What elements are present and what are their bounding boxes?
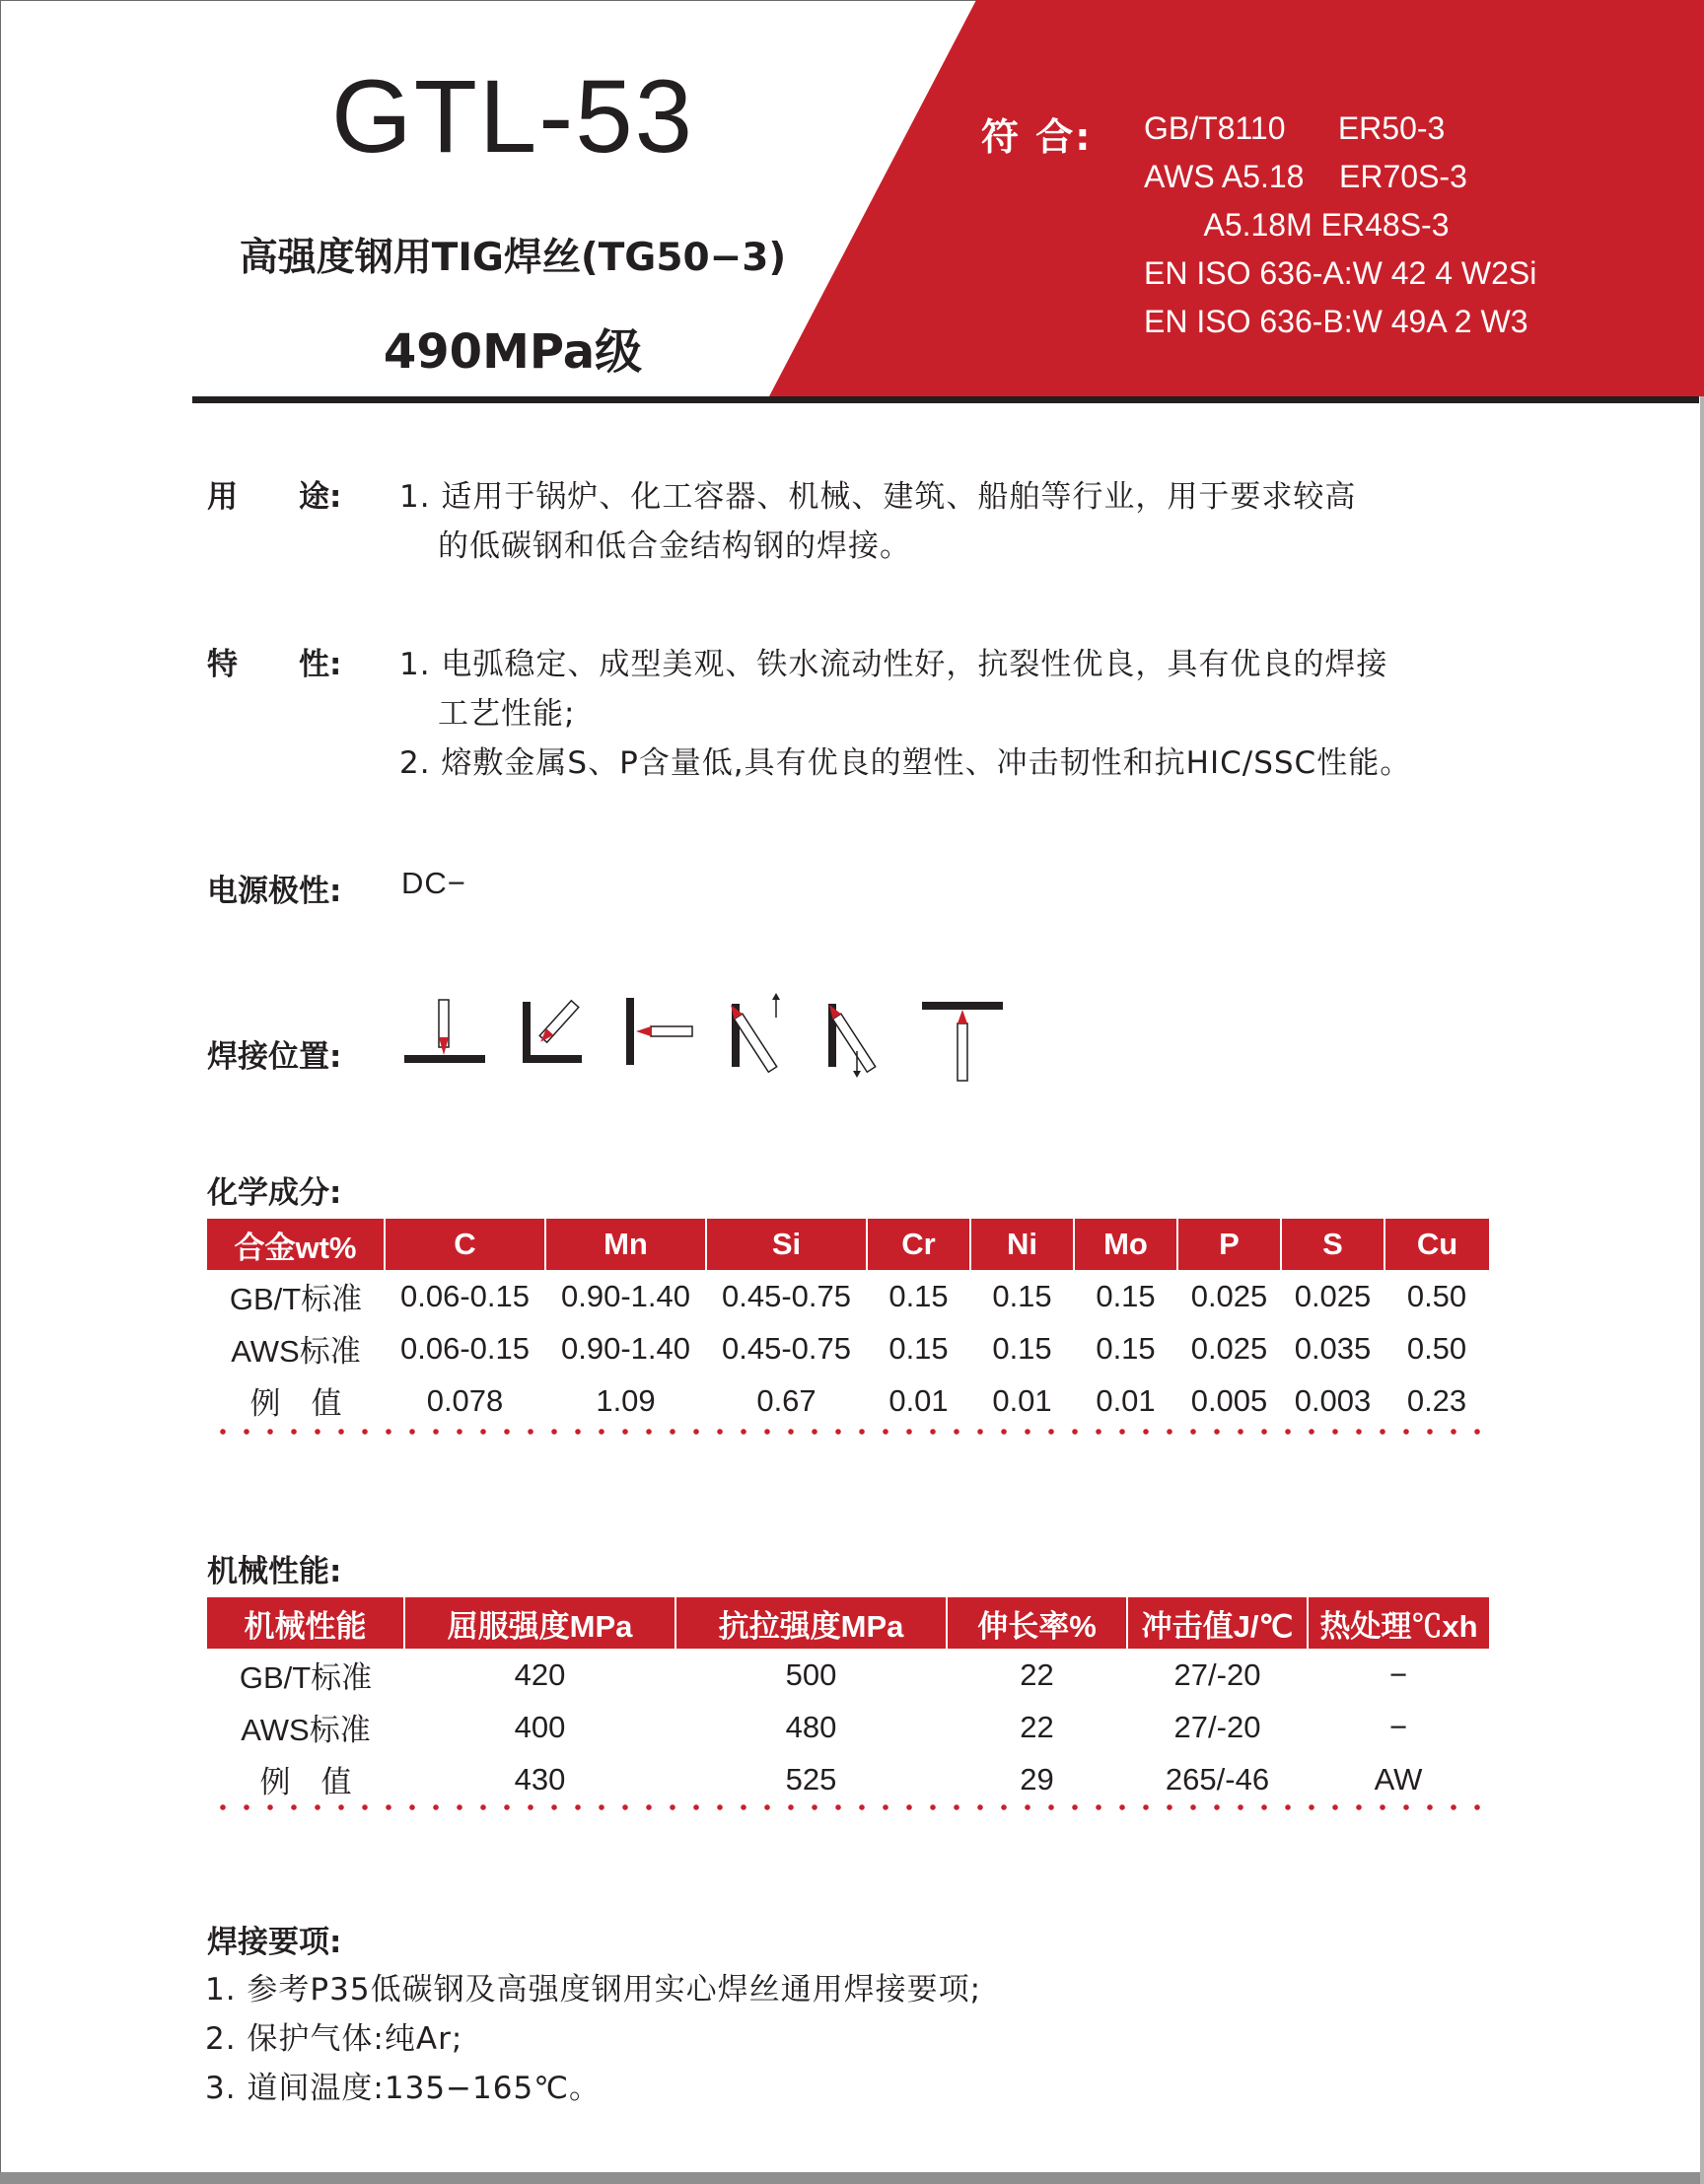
note-line: 3. 道间温度:135−165℃。	[205, 2071, 602, 2106]
table-cell: 29	[1020, 1761, 1054, 1797]
row-label-cell: AWS标准	[241, 1713, 371, 1747]
standard-line: EN ISO 636-A:W 42 4 W2Si	[1144, 255, 1537, 291]
usage-line: 1. 适用于锅炉、化工容器、机械、建筑、船舶等行业，用于要求较高	[399, 479, 1357, 515]
table-cell: 0.025	[1190, 1278, 1268, 1313]
table-cell: 0.035	[1294, 1330, 1372, 1366]
chemistry-row	[207, 1322, 1489, 1374]
strength-grade: 490MPa级	[383, 324, 643, 380]
vertical-up-icon	[727, 993, 780, 1072]
table-cell: −	[1388, 1656, 1408, 1692]
row-label-cell: 例 值	[259, 1765, 352, 1799]
table-cell: −	[1388, 1709, 1408, 1744]
notes-label: 焊接要项:	[207, 1925, 342, 1960]
mechanical-table	[207, 1597, 1489, 1805]
mechanical-row	[207, 1753, 1489, 1805]
chemistry-label: 化学成分:	[207, 1175, 342, 1211]
usage-line: 的低碳钢和低合金结构钢的焊接。	[438, 528, 911, 564]
conform-label: 符 合:	[981, 115, 1093, 159]
chem-header-cell: S	[1281, 1219, 1384, 1270]
table-cell: 0.06-0.15	[400, 1330, 530, 1366]
table-cell: 0.90-1.40	[561, 1330, 690, 1366]
row-label-cell: GB/T标准	[239, 1660, 373, 1695]
chem-header-cell: Si	[706, 1219, 867, 1270]
header-rule	[192, 396, 1699, 403]
table-cell: 265/-46	[1165, 1761, 1270, 1797]
row-label-cell: 例 值	[249, 1386, 342, 1421]
table-cell: 400	[514, 1709, 566, 1744]
table-cell: 22	[1020, 1656, 1054, 1692]
table-cell: 0.025	[1294, 1278, 1372, 1313]
chem-header-cell: 合金wt%	[207, 1219, 385, 1270]
chem-header-cell: P	[1177, 1219, 1281, 1270]
chemistry-header-row	[207, 1219, 1489, 1270]
table-cell: 0.01	[888, 1382, 949, 1418]
chem-header-cell: Cu	[1384, 1219, 1489, 1270]
table-cell: 0.67	[756, 1382, 816, 1418]
overhead-position-icon	[922, 1002, 1003, 1081]
table-cell: 27/-20	[1173, 1656, 1261, 1692]
table-cell: 0.078	[426, 1382, 504, 1418]
polarity-label: 电源极性:	[207, 874, 342, 909]
table-cell: 0.01	[1096, 1382, 1156, 1418]
table-cell: 0.45-0.75	[722, 1330, 851, 1366]
table-cell: 0.005	[1190, 1382, 1268, 1418]
table-cell: 0.15	[888, 1330, 949, 1366]
mech-header-cell: 冲击值J/℃	[1127, 1597, 1308, 1649]
table-cell: 525	[785, 1761, 837, 1797]
product-subtitle: 高强度钢用TIG焊丝(TG50−3)	[239, 236, 787, 280]
note-line: 2. 保护气体:纯Ar;	[205, 2021, 463, 2057]
table-cell: 0.15	[992, 1330, 1052, 1366]
welding-position-icons	[399, 992, 1011, 1087]
table-cell: 480	[785, 1709, 837, 1744]
table-cell: 0.90-1.40	[561, 1278, 690, 1313]
mech-header-cell: 机械性能	[207, 1597, 404, 1649]
bottom-edge-band	[0, 2172, 1704, 2184]
usage-label: 用 途:	[207, 479, 342, 515]
mech-header-cell: 抗拉强度MPa	[675, 1597, 947, 1649]
table-cell: AW	[1374, 1761, 1423, 1797]
feature-line: 1. 电弧稳定、成型美观、铁水流动性好，抗裂性优良，具有优良的焊接	[399, 647, 1388, 682]
note-line: 1. 参考P35低碳钢及高强度钢用实心焊丝通用焊接要项;	[205, 1972, 982, 2008]
table-cell: 0.15	[992, 1278, 1052, 1313]
table-cell: 0.003	[1294, 1382, 1372, 1418]
mech-header-cell: 屈服强度MPa	[404, 1597, 675, 1649]
table-cell: 1.09	[596, 1382, 656, 1418]
chem-header-cell: Ni	[970, 1219, 1074, 1270]
chemistry-row	[207, 1374, 1489, 1427]
row-label-cell: GB/T标准	[229, 1282, 363, 1316]
chem-header-cell: Cr	[867, 1219, 970, 1270]
horizontal-fillet-icon	[523, 1001, 582, 1063]
row-label-cell: AWS标准	[231, 1334, 361, 1369]
dotted-divider	[211, 1429, 1485, 1435]
table-cell: 0.15	[888, 1278, 949, 1313]
table-cell: 22	[1020, 1709, 1054, 1744]
table-cell: 0.45-0.75	[722, 1278, 851, 1313]
table-cell: 0.025	[1190, 1330, 1268, 1366]
table-cell: 430	[514, 1761, 566, 1797]
table-cell: 0.06-0.15	[400, 1278, 530, 1313]
mechanical-label: 机械性能:	[207, 1554, 342, 1589]
vertical-down-icon	[825, 1002, 876, 1078]
chemistry-row	[207, 1270, 1489, 1322]
table-cell: 0.15	[1096, 1330, 1156, 1366]
flat-position-icon	[404, 1000, 485, 1063]
mech-header-cell: 伸长率%	[947, 1597, 1127, 1649]
horizontal-position-icon	[626, 998, 692, 1065]
mech-header-cell: 热处理℃xh	[1308, 1597, 1489, 1649]
dotted-divider	[211, 1804, 1485, 1810]
standard-line: EN ISO 636-B:W 49A 2 W3	[1144, 304, 1528, 339]
product-model: GTL-53	[331, 59, 694, 175]
table-cell: 0.15	[1096, 1278, 1156, 1313]
table-cell: 0.01	[992, 1382, 1052, 1418]
feature-line: 工艺性能;	[438, 696, 576, 732]
feature-line: 2. 熔敷金属S、P含量低,具有优良的塑性、冲击韧性和抗HIC/SSC性能。	[399, 745, 1412, 781]
mechanical-row	[207, 1701, 1489, 1753]
table-cell: 420	[514, 1656, 566, 1692]
standard-line: GB/T8110 ER50-3	[1144, 110, 1446, 146]
mechanical-header-row	[207, 1597, 1489, 1649]
standard-line: A5.18M ER48S-3	[1144, 207, 1450, 243]
chem-header-cell: C	[385, 1219, 545, 1270]
table-cell: 0.50	[1406, 1278, 1467, 1313]
chem-header-cell: Mn	[545, 1219, 706, 1270]
table-cell: 0.50	[1406, 1330, 1467, 1366]
table-cell: 0.23	[1406, 1382, 1467, 1418]
table-cell: 27/-20	[1173, 1709, 1261, 1744]
positions-label: 焊接位置:	[207, 1039, 342, 1075]
chem-header-cell: Mo	[1074, 1219, 1177, 1270]
features-label: 特 性:	[207, 647, 342, 682]
table-cell: 500	[785, 1656, 837, 1692]
standard-line: AWS A5.18 ER70S-3	[1144, 159, 1467, 194]
chemistry-table	[207, 1219, 1489, 1427]
polarity-value: DC−	[401, 866, 466, 900]
mechanical-row	[207, 1649, 1489, 1701]
